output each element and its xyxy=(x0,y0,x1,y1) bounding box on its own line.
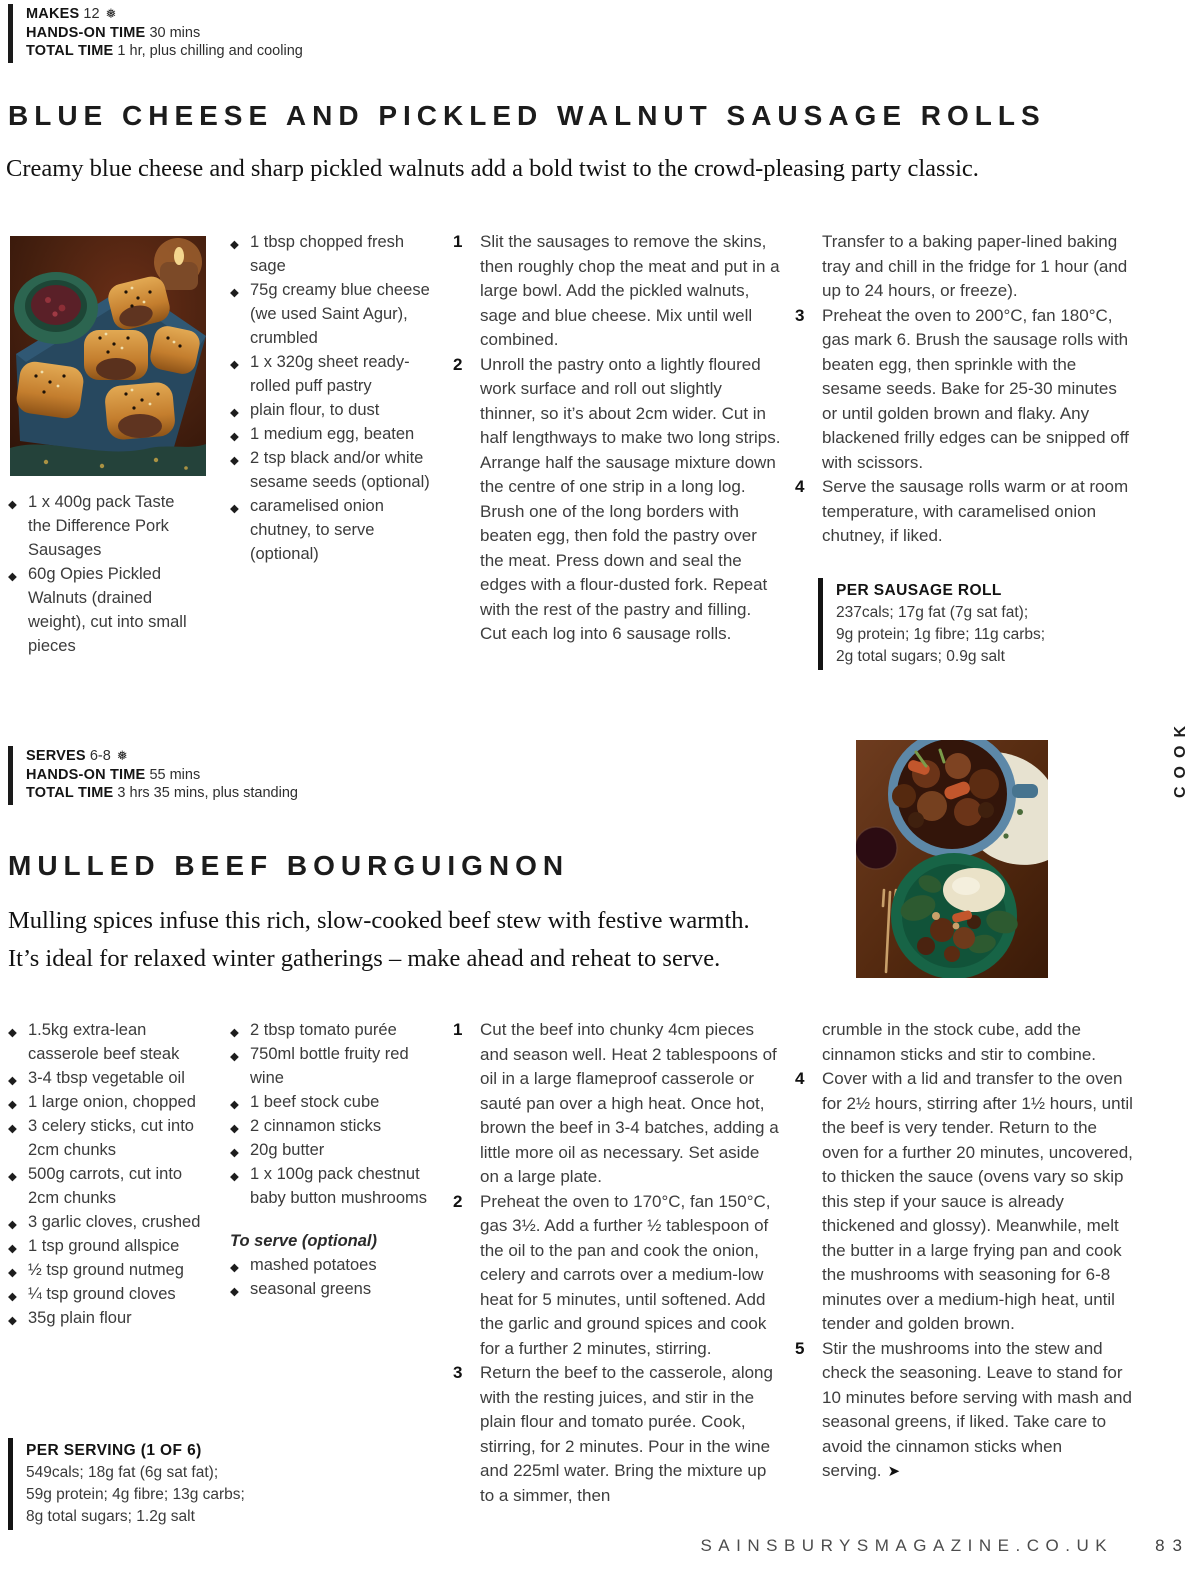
total-value: 3 hrs 35 mins, plus standing xyxy=(117,785,298,801)
beef-bourguignon-photo xyxy=(856,740,1048,978)
ingredient-item xyxy=(8,1210,213,1234)
diamond-bullet-icon: ◆ xyxy=(230,1171,239,1183)
step-text: Preheat the oven to 200°C, fan 180°C, gas mark 6. Brush the sausage rolls with beaten egg, then sprinkle with the sesame seeds. Bake for 25-30 minutes or until golden brown and flaky. Any blackened frilly edges can be snipped off with scissors. xyxy=(822,305,1129,472)
freezable-snowflake-icon: ❅ xyxy=(105,6,117,21)
total-label: TOTAL TIME xyxy=(26,43,114,59)
diamond-bullet-icon: ◆ xyxy=(8,1075,17,1087)
recipe2-method-col2 xyxy=(795,1018,1135,1485)
ingredient-text: seasonal greens xyxy=(250,1280,372,1298)
diamond-bullet-icon: ◆ xyxy=(230,431,239,443)
page-number: 83 xyxy=(1155,1536,1190,1555)
step-number: 2 xyxy=(453,354,463,374)
footer-site-url: SAINSBURYSMAGAZINE.CO.UK xyxy=(700,1536,1114,1555)
diamond-bullet-icon: ◆ xyxy=(8,1027,17,1039)
step-text: Cut the beef into chunky 4cm pieces and season well. Heat 2 tablespoons of oil in a large flameproof casserole or sauté pan over a high heat. Once hot, brown the beef in 3-4 batches, adding a little more oil as necessary. Set aside on a large plate. xyxy=(480,1020,779,1186)
ingredient-text: 3-4 tbsp vegetable oil xyxy=(28,1069,185,1087)
step-text: Preheat the oven to 170°C, fan 150°C, gas 3½. Add a further ½ tablespoon of the oil to the pan and cook the onion, celery and carrots over a medium-low heat for 5 minutes, until softened. Add the garlic and ground spices and cook for a further 2 minutes, stirring. xyxy=(480,1191,771,1358)
nutrition-line: 237cals; 17g fat (7g sat fat); xyxy=(836,604,1029,621)
diamond-bullet-icon: ◆ xyxy=(230,1262,239,1274)
diamond-bullet-icon: ◆ xyxy=(8,1171,17,1183)
recipe2-intro xyxy=(8,902,848,978)
continue-arrow-icon: ➤ xyxy=(887,1463,901,1480)
ingredient-text: 500g carrots, cut into 2cm chunks xyxy=(28,1165,183,1207)
ingredient-text: 1.5kg extra-lean casserole beef steak xyxy=(28,1021,180,1063)
ingredient-text: 1 large onion, chopped xyxy=(28,1093,196,1111)
handson-value: 55 mins xyxy=(149,766,201,783)
ingredient-item xyxy=(230,494,430,566)
step-number: 4 xyxy=(795,1069,805,1088)
ingredient-text: 2 tsp black and/or white sesame seeds (optional) xyxy=(250,449,430,491)
section-label-cook: COOK xyxy=(1172,718,1189,798)
method-step xyxy=(795,304,1129,476)
ingredient-text: ¼ tsp ground cloves xyxy=(28,1285,176,1303)
ingredient-text: mashed potatoes xyxy=(250,1256,377,1274)
step-text: Transfer to a baking paper-lined baking tray and chill in the fridge for 1 hour (and up to 24 hours, or freeze). xyxy=(822,232,1128,300)
serves-value: 6-8 xyxy=(89,748,111,764)
ingredient-item xyxy=(230,446,430,494)
recipe1-intro: Creamy blue cheese and sharp pickled walnuts add a bold twist to the crowd-pleasing party classic. xyxy=(6,155,979,182)
step-number: 3 xyxy=(795,305,805,325)
recipe2-nutrition xyxy=(8,1438,326,1530)
ingredient-text: 3 celery sticks, cut into 2cm chunks xyxy=(28,1117,194,1159)
handson-label: HANDS-ON TIME xyxy=(26,766,146,783)
ingredient-text: 20g butter xyxy=(250,1141,325,1159)
diamond-bullet-icon: ◆ xyxy=(8,1267,17,1279)
method-step xyxy=(795,1337,1135,1485)
diamond-bullet-icon: ◆ xyxy=(8,571,17,583)
ingredient-item xyxy=(230,230,430,278)
method-step xyxy=(453,1361,781,1508)
ingredient-item xyxy=(8,1114,213,1162)
diamond-bullet-icon: ◆ xyxy=(8,1219,17,1231)
nutrition-line: 2g total sugars; 0.9g salt xyxy=(836,648,1005,665)
ingredient-text: 1 tbsp chopped fresh sage xyxy=(250,233,405,275)
ingredient-item xyxy=(230,1018,430,1042)
ingredient-text: 1 x 320g sheet ready-rolled puff pastry xyxy=(250,353,410,395)
method-step xyxy=(453,1018,781,1190)
ingredient-text: 2 tbsp tomato purée xyxy=(250,1021,397,1039)
method-step xyxy=(795,475,1129,549)
ingredient-item xyxy=(8,1258,213,1282)
ingredient-text: 75g creamy blue cheese (we used Saint Agur), crumbled xyxy=(250,281,430,347)
diamond-bullet-icon: ◆ xyxy=(230,359,239,371)
ingredient-item xyxy=(8,1282,213,1306)
step-text: Slit the sausages to remove the skins, then roughly chop the meat and put in a large bowl. Add the pickled walnuts, sage and blue cheese. Mix until well combined. xyxy=(480,232,780,349)
stats-handson xyxy=(26,24,446,43)
step-text: Stir the mushrooms into the stew and check the seasoning. Leave to stand for 10 minutes before serving with mash and seasonal greens, if liked. Take care to avoid the cinnamon sticks when serving. xyxy=(822,1338,1132,1480)
stats-makes xyxy=(26,5,446,24)
method-step-continued xyxy=(795,1018,1135,1067)
stats-handson xyxy=(26,766,446,785)
recipe2-stats xyxy=(8,746,446,805)
step-number: 1 xyxy=(453,232,463,251)
diamond-bullet-icon: ◆ xyxy=(8,1099,17,1111)
ingredient-text: 1 x 400g pack Taste the Difference Pork Sausages xyxy=(28,493,175,559)
ingredient-item xyxy=(8,1018,213,1066)
makes-value: 12 xyxy=(83,6,100,22)
recipe1-nutrition xyxy=(818,578,1086,670)
diamond-bullet-icon: ◆ xyxy=(8,1123,17,1135)
stats-total xyxy=(26,784,446,803)
method-step-continued xyxy=(795,230,1129,304)
ingredient-text: caramelised onion chutney, to serve (optional) xyxy=(250,497,384,563)
recipe2-ingredients-col1 xyxy=(8,1018,213,1330)
method-step xyxy=(453,230,781,353)
step-text: Serve the sausage rolls warm or at room temperature, with caramelised onion chutney, if liked. xyxy=(822,477,1129,545)
ingredient-item xyxy=(230,1090,430,1114)
step-text: Return the beef to the casserole, along with the resting juices, and stir in the plain flour and tomato purée. Cook, stirring, for 2 minutes. Pour in the wine and 225ml water. Bring the mixture up to a simmer, then xyxy=(480,1363,773,1505)
ingredient-text: ½ tsp ground nutmeg xyxy=(28,1261,184,1279)
diamond-bullet-icon: ◆ xyxy=(8,1243,17,1255)
ingredient-item xyxy=(230,1162,430,1210)
ingredient-item xyxy=(8,562,198,658)
nutrition-line: 59g protein; 4g fibre; 13g carbs; xyxy=(26,1486,245,1503)
nutrition-line: 549cals; 18g fat (6g sat fat); xyxy=(26,1464,219,1481)
step-number: 5 xyxy=(795,1338,805,1358)
ingredient-item xyxy=(230,1114,430,1138)
ingredient-item xyxy=(8,1306,213,1330)
step-text: Unroll the pastry onto a lightly floured work surface and roll out slightly thinner, so it’s about 2cm wider. Cut in half lengthways to make two long strips. Arrange half the sausage mixture down the centre of one strip in a long log. Brush one of the long borders with beaten egg, then fold the pastry over the meat. Press down and seal the edges with a flour-dusted fork. Repeat with the rest of the pastry and filling. Cut each log into 6 sausage rolls. xyxy=(480,354,781,643)
page-footer xyxy=(700,1536,1190,1556)
diamond-bullet-icon: ◆ xyxy=(230,1147,239,1159)
diamond-bullet-icon: ◆ xyxy=(230,1027,239,1039)
nutrition-title: PER SAUSAGE ROLL xyxy=(836,582,1002,599)
diamond-bullet-icon: ◆ xyxy=(8,1315,17,1327)
ingredient-item xyxy=(230,1277,430,1301)
recipe1-method-col2 xyxy=(795,230,1129,549)
diamond-bullet-icon: ◆ xyxy=(230,1051,239,1063)
ingredient-item xyxy=(8,1162,213,1210)
ingredient-text: 60g Opies Pickled Walnuts (drained weight), cut into small pieces xyxy=(28,565,187,655)
freezable-snowflake-icon: ❅ xyxy=(116,748,128,763)
nutrition-title: PER SERVING (1 OF 6) xyxy=(26,1442,202,1459)
total-label: TOTAL TIME xyxy=(26,785,114,801)
ingredient-item xyxy=(230,398,430,422)
total-value: 1 hr, plus chilling and cooling xyxy=(117,43,303,59)
method-step xyxy=(453,353,781,647)
handson-label: HANDS-ON TIME xyxy=(26,24,146,41)
diamond-bullet-icon: ◆ xyxy=(230,503,239,515)
recipe2-method-col1 xyxy=(453,1018,781,1508)
method-step xyxy=(795,1067,1135,1337)
serves-label: SERVES xyxy=(26,748,86,764)
diamond-bullet-icon: ◆ xyxy=(230,287,239,299)
diamond-bullet-icon: ◆ xyxy=(8,499,17,511)
recipe1-title: BLUE CHEESE AND PICKLED WALNUT SAUSAGE ROLLS xyxy=(8,100,1046,131)
stats-serves xyxy=(26,747,446,766)
ingredient-item xyxy=(8,490,198,562)
stats-total xyxy=(26,42,446,61)
handson-value: 30 mins xyxy=(149,24,201,41)
method-step xyxy=(453,1190,781,1362)
ingredient-text: 3 garlic cloves, crushed xyxy=(28,1213,201,1231)
recipe2-intro-line2: It’s ideal for relaxed winter gatherings – make ahead and reheat to serve. xyxy=(8,945,721,972)
recipe2-intro-line1: Mulling spices infuse this rich, slow-cooked beef stew with festive warmth. xyxy=(8,907,750,934)
ingredient-text: 1 tsp ground allspice xyxy=(28,1237,180,1255)
ingredient-text: 1 beef stock cube xyxy=(250,1093,380,1111)
recipe2-ingredients-col2-wrap xyxy=(230,1018,430,1301)
recipe1-stats xyxy=(8,4,446,63)
to-serve-heading: To serve (optional) xyxy=(230,1232,377,1250)
step-text: Cover with a lid and transfer to the oven for 2½ hours, stirring after 1½ hours, until the beef is very tender. Return to the oven for a further 20 minutes, uncovered, to thicken the sauce (ovens vary so skip this step if your sauce is already thickened and glossy). Meanwhile, melt the butter in a large frying pan and cook the mushrooms with seasoning for 6-8 minutes over a medium-high heat, until tender and golden brown. xyxy=(822,1069,1133,1333)
diamond-bullet-icon: ◆ xyxy=(230,1123,239,1135)
recipe1-method-col1 xyxy=(453,230,781,647)
diamond-bullet-icon: ◆ xyxy=(230,239,239,251)
diamond-bullet-icon: ◆ xyxy=(230,1286,239,1298)
recipe2-ingredients-col2 xyxy=(230,1018,430,1210)
ingredient-text: 1 medium egg, beaten xyxy=(250,425,415,443)
ingredient-text: 750ml bottle fruity red wine xyxy=(250,1045,409,1087)
step-text: crumble in the stock cube, add the cinnamon sticks and stir to combine. xyxy=(822,1020,1097,1064)
ingredient-item xyxy=(230,1253,430,1277)
step-number: 1 xyxy=(453,1020,463,1039)
makes-label: MAKES xyxy=(26,6,80,22)
ingredient-item xyxy=(8,1234,213,1258)
ingredient-item xyxy=(8,1090,213,1114)
nutrition-line: 8g total sugars; 1.2g salt xyxy=(26,1508,195,1525)
ingredient-text: 35g plain flour xyxy=(28,1309,132,1327)
recipe1-ingredients-col1 xyxy=(8,490,198,658)
diamond-bullet-icon: ◆ xyxy=(230,1099,239,1111)
diamond-bullet-icon: ◆ xyxy=(230,407,239,419)
ingredient-item xyxy=(230,422,430,446)
step-number: 3 xyxy=(453,1363,463,1382)
ingredient-item xyxy=(230,1138,430,1162)
sausage-rolls-photo xyxy=(10,236,206,476)
step-number: 2 xyxy=(453,1191,463,1211)
recipe1-ingredients-col2 xyxy=(230,230,430,566)
ingredient-item xyxy=(8,1066,213,1090)
to-serve-list xyxy=(230,1253,430,1301)
recipe2-title: MULLED BEEF BOURGUIGNON xyxy=(8,850,570,881)
ingredient-item xyxy=(230,1042,430,1090)
nutrition-line: 9g protein; 1g fibre; 11g carbs; xyxy=(836,626,1046,643)
ingredient-item xyxy=(230,278,430,350)
step-number: 4 xyxy=(795,477,805,496)
ingredient-item xyxy=(230,350,430,398)
ingredient-text: 1 x 100g pack chestnut baby button mushrooms xyxy=(250,1165,428,1207)
ingredient-text: plain flour, to dust xyxy=(250,401,380,419)
diamond-bullet-icon: ◆ xyxy=(8,1291,17,1303)
ingredient-text: 2 cinnamon sticks xyxy=(250,1117,382,1135)
diamond-bullet-icon: ◆ xyxy=(230,455,239,467)
